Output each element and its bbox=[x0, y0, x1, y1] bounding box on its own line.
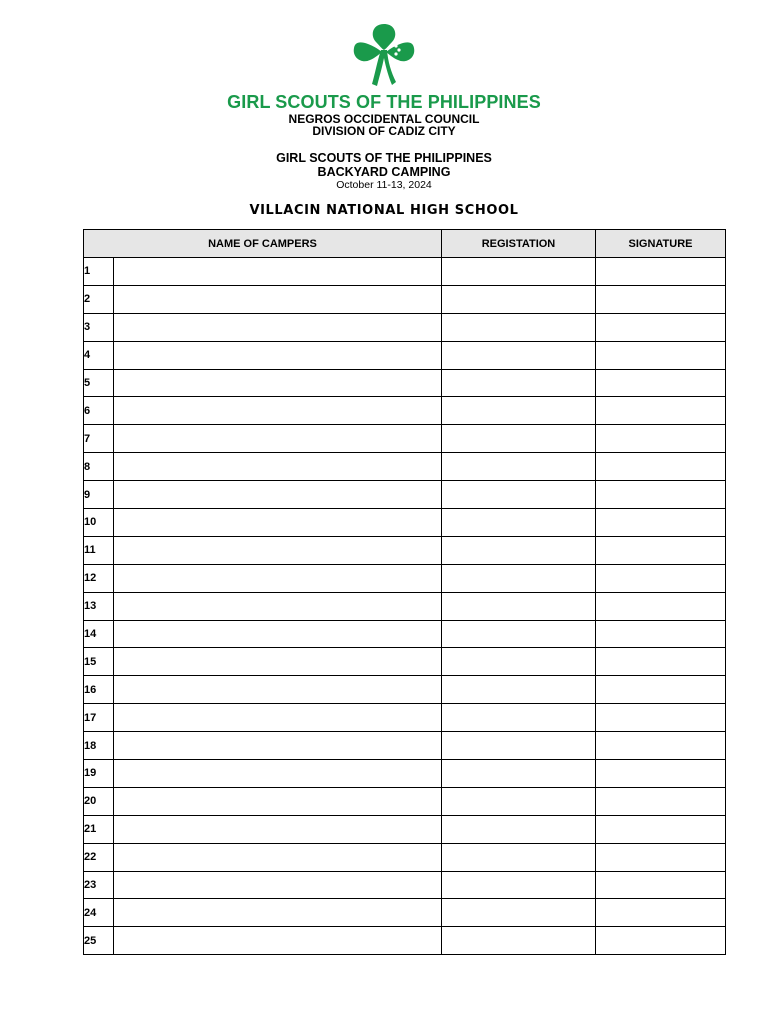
signature-cell bbox=[596, 899, 726, 927]
registration-cell bbox=[442, 285, 596, 313]
signature-cell bbox=[596, 815, 726, 843]
division-name: DIVISION OF CADIZ CITY bbox=[312, 124, 456, 138]
event-dates: October 11-13, 2024 bbox=[336, 179, 432, 191]
name-cell bbox=[114, 453, 442, 481]
registration-cell bbox=[442, 648, 596, 676]
row-number: 15 bbox=[84, 648, 114, 676]
row-number: 16 bbox=[84, 676, 114, 704]
signature-cell bbox=[596, 732, 726, 760]
column-header-signature: SIGNATURE bbox=[596, 230, 726, 258]
table-row bbox=[84, 536, 726, 564]
registration-cell bbox=[442, 704, 596, 732]
registration-cell bbox=[442, 732, 596, 760]
name-cell bbox=[114, 425, 442, 453]
signature-cell bbox=[596, 704, 726, 732]
registration-cell bbox=[442, 592, 596, 620]
signature-cell bbox=[596, 592, 726, 620]
signature-cell bbox=[596, 481, 726, 509]
row-number: 22 bbox=[84, 843, 114, 871]
signature-cell bbox=[596, 313, 726, 341]
signature-cell bbox=[596, 676, 726, 704]
signature-cell bbox=[596, 369, 726, 397]
name-cell bbox=[114, 815, 442, 843]
row-number: 11 bbox=[84, 536, 114, 564]
registration-cell bbox=[442, 871, 596, 899]
trefoil-logo-icon bbox=[350, 20, 418, 88]
row-number: 1 bbox=[84, 258, 114, 286]
table-row bbox=[84, 258, 726, 286]
row-number: 9 bbox=[84, 481, 114, 509]
table-row bbox=[84, 927, 726, 955]
signature-cell bbox=[596, 536, 726, 564]
signature-cell bbox=[596, 564, 726, 592]
registration-cell bbox=[442, 564, 596, 592]
registration-cell bbox=[442, 453, 596, 481]
row-number: 25 bbox=[84, 927, 114, 955]
table-row bbox=[84, 369, 726, 397]
registration-cell bbox=[442, 536, 596, 564]
row-number: 21 bbox=[84, 815, 114, 843]
row-number: 7 bbox=[84, 425, 114, 453]
event-name: BACKYARD CAMPING bbox=[317, 165, 451, 179]
signature-cell bbox=[596, 341, 726, 369]
table-row bbox=[84, 564, 726, 592]
row-number: 5 bbox=[84, 369, 114, 397]
name-cell bbox=[114, 676, 442, 704]
table-row bbox=[84, 760, 726, 788]
name-cell bbox=[114, 285, 442, 313]
row-number: 3 bbox=[84, 313, 114, 341]
name-cell bbox=[114, 397, 442, 425]
registration-cell bbox=[442, 341, 596, 369]
name-cell bbox=[114, 536, 442, 564]
signature-cell bbox=[596, 787, 726, 815]
row-number: 18 bbox=[84, 732, 114, 760]
table-row bbox=[84, 620, 726, 648]
table-row bbox=[84, 425, 726, 453]
registration-cell bbox=[442, 760, 596, 788]
table-row bbox=[84, 509, 726, 537]
table-row bbox=[84, 676, 726, 704]
row-number: 2 bbox=[84, 285, 114, 313]
registration-cell bbox=[442, 815, 596, 843]
table-body bbox=[84, 258, 726, 955]
name-cell bbox=[114, 258, 442, 286]
signature-cell bbox=[596, 648, 726, 676]
table-row bbox=[84, 871, 726, 899]
registration-cell bbox=[442, 509, 596, 537]
signature-cell bbox=[596, 397, 726, 425]
name-cell bbox=[114, 369, 442, 397]
name-cell bbox=[114, 648, 442, 676]
signature-cell bbox=[596, 258, 726, 286]
signature-cell bbox=[596, 927, 726, 955]
table-row bbox=[84, 899, 726, 927]
registration-cell bbox=[442, 313, 596, 341]
registration-cell bbox=[442, 425, 596, 453]
row-number: 19 bbox=[84, 760, 114, 788]
table-row bbox=[84, 732, 726, 760]
organization-title: GIRL SCOUTS OF THE PHILIPPINES bbox=[227, 92, 541, 112]
registration-cell bbox=[442, 927, 596, 955]
signature-cell bbox=[596, 453, 726, 481]
name-cell bbox=[114, 592, 442, 620]
registration-cell bbox=[442, 843, 596, 871]
registration-cell bbox=[442, 481, 596, 509]
name-cell bbox=[114, 760, 442, 788]
registration-cell bbox=[442, 787, 596, 815]
row-number: 14 bbox=[84, 620, 114, 648]
signature-cell bbox=[596, 285, 726, 313]
campers-table bbox=[83, 229, 726, 955]
column-header-name: NAME OF CAMPERS bbox=[84, 230, 442, 258]
name-cell bbox=[114, 871, 442, 899]
registration-cell bbox=[442, 620, 596, 648]
signature-cell bbox=[596, 425, 726, 453]
row-number: 23 bbox=[84, 871, 114, 899]
name-cell bbox=[114, 341, 442, 369]
registration-cell bbox=[442, 899, 596, 927]
table-row bbox=[84, 704, 726, 732]
column-header-registration: REGISTATION bbox=[442, 230, 596, 258]
table-row bbox=[84, 341, 726, 369]
table-row bbox=[84, 285, 726, 313]
signature-cell bbox=[596, 871, 726, 899]
table-row bbox=[84, 481, 726, 509]
row-number: 8 bbox=[84, 453, 114, 481]
event-organization: GIRL SCOUTS OF THE PHILIPPINES bbox=[276, 151, 492, 165]
table-row bbox=[84, 815, 726, 843]
table-row bbox=[84, 648, 726, 676]
registration-cell bbox=[442, 258, 596, 286]
row-number: 4 bbox=[84, 341, 114, 369]
row-number: 20 bbox=[84, 787, 114, 815]
signature-cell bbox=[596, 620, 726, 648]
name-cell bbox=[114, 787, 442, 815]
registration-cell bbox=[442, 397, 596, 425]
school-name: VILLACIN NATIONAL HIGH SCHOOL bbox=[249, 203, 519, 218]
signature-cell bbox=[596, 760, 726, 788]
name-cell bbox=[114, 620, 442, 648]
table-row bbox=[84, 592, 726, 620]
table-header-row bbox=[84, 230, 726, 258]
row-number: 24 bbox=[84, 899, 114, 927]
table-row bbox=[84, 313, 726, 341]
table-row bbox=[84, 787, 726, 815]
row-number: 6 bbox=[84, 397, 114, 425]
row-number: 17 bbox=[84, 704, 114, 732]
table-row bbox=[84, 453, 726, 481]
signature-cell bbox=[596, 843, 726, 871]
name-cell bbox=[114, 313, 442, 341]
row-number: 13 bbox=[84, 592, 114, 620]
row-number: 12 bbox=[84, 564, 114, 592]
name-cell bbox=[114, 509, 442, 537]
name-cell bbox=[114, 843, 442, 871]
name-cell bbox=[114, 481, 442, 509]
row-number: 10 bbox=[84, 509, 114, 537]
name-cell bbox=[114, 899, 442, 927]
name-cell bbox=[114, 704, 442, 732]
council-name: NEGROS OCCIDENTAL COUNCIL bbox=[288, 112, 480, 126]
name-cell bbox=[114, 927, 442, 955]
table-row bbox=[84, 397, 726, 425]
name-cell bbox=[114, 732, 442, 760]
table-row bbox=[84, 843, 726, 871]
registration-cell bbox=[442, 676, 596, 704]
name-cell bbox=[114, 564, 442, 592]
signature-cell bbox=[596, 509, 726, 537]
registration-cell bbox=[442, 369, 596, 397]
